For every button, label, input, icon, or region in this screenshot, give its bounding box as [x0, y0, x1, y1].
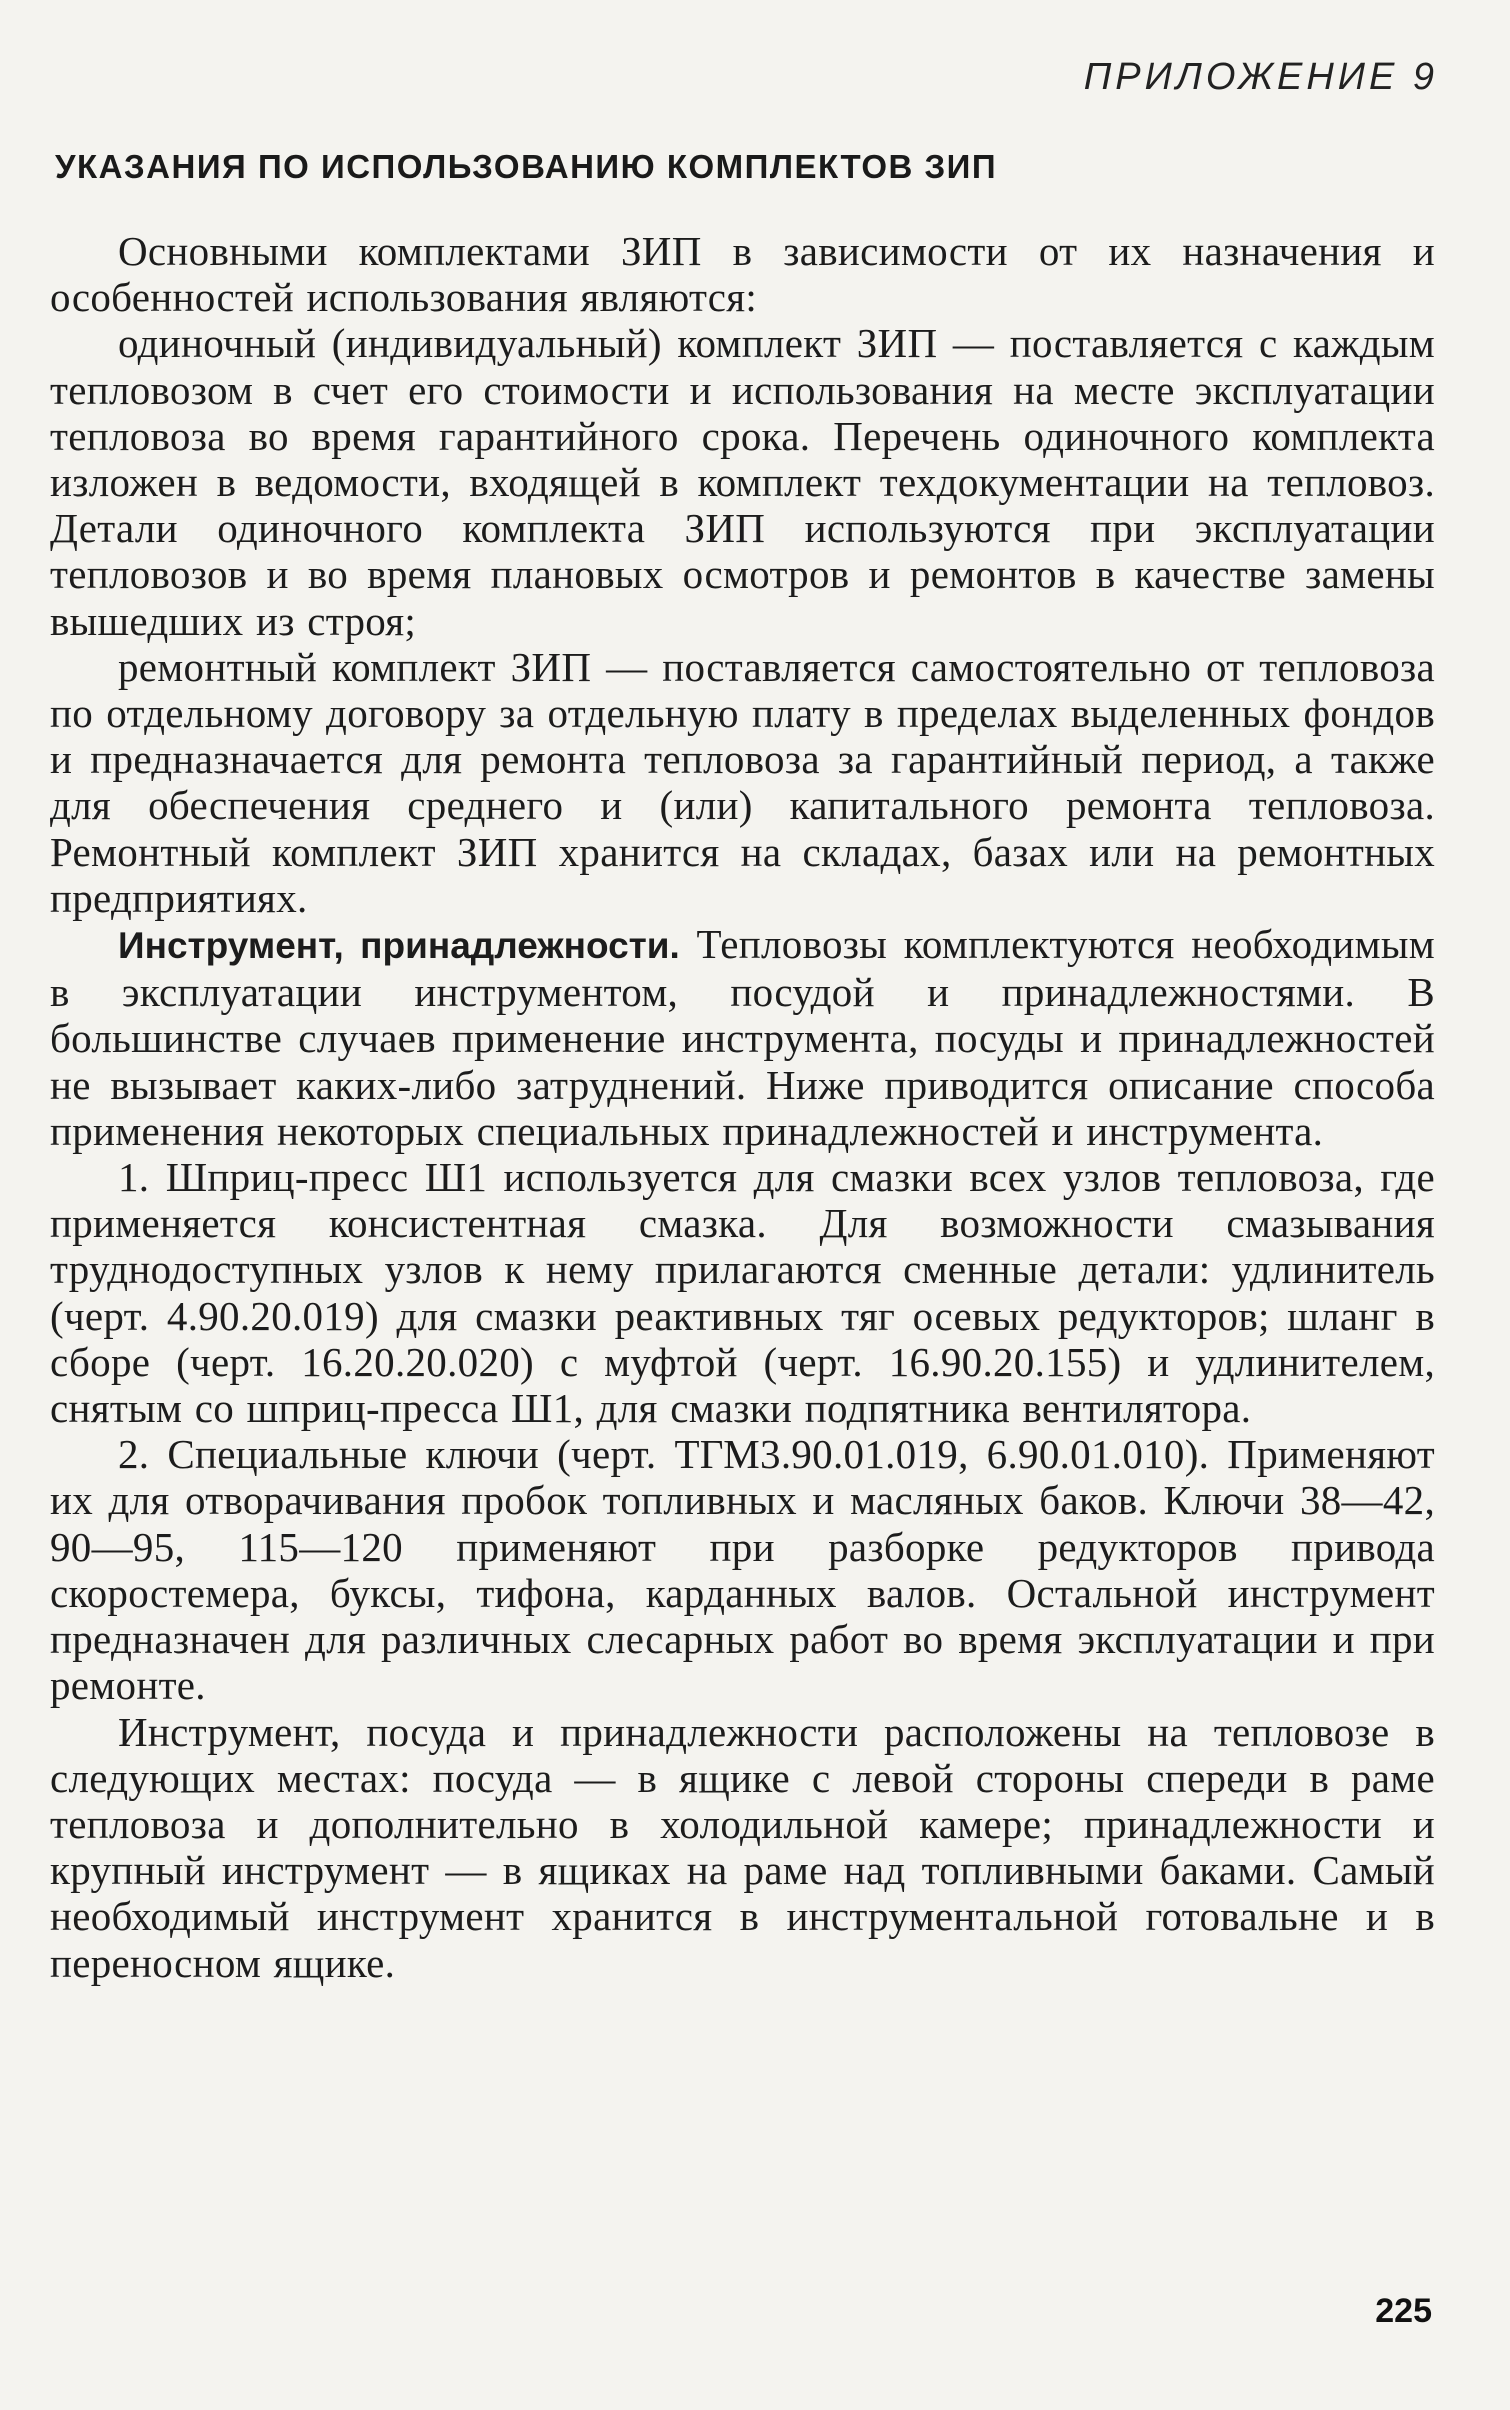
paragraph-intro: Основными комплектами ЗИП в зависимости от их назначения и особенностей использования являются: [50, 228, 1435, 321]
paragraph-repair-kit: ремонтный комплект ЗИП — поставляется самостоятельно от тепловоза по отдельному договору за отдельную плату в пределах выделенных фондов и предназначается для ремонта тепловоза за гарантийный период, а также для обеспечения среднего и (или) капитального ремонта тепловоза. Ремонтный комплект ЗИП хранится на складах, базах или на ремонтных предприятиях. [50, 643, 1435, 921]
paragraph-single-kit: одиночный (индивидуальный) комплект ЗИП — поставляется с каждым тепловозом в счет его стоимости и использования на месте эксплуатации тепловоза во время гарантийного срока. Перечень одиночного комплекта изложен в ведомости, входящей в комплект техдокументации на тепловоз. Детали одиночного комплекта ЗИП используются при эксплуатации тепловозов и во время плановых осмотров и ремонтов в качестве замены вышедших из строя; [50, 320, 1435, 644]
page-number: 225 [1375, 2292, 1432, 2330]
tools-heading: Инструмент, принадлежности. [118, 925, 680, 967]
body-text [50, 228, 1435, 1986]
section-title: УКАЗАНИЯ ПО ИСПОЛЬЗОВАНИЮ КОМПЛЕКТОВ ЗИП [55, 148, 998, 185]
tools-text: Тепловозы комплектуются необходимым в эксплуатации инструментом, посудой и принадлежностями. В большинстве случаев применение инструмента, посуды и принадлежностей не вызывает каких-либо затруднений. Ниже приводится описание способа применения некоторых специальных принадлежностей и инструмента. [50, 921, 1436, 1154]
paragraph-grease-gun: 1. Шприц-пресс Ш1 используется для смазки всех узлов тепловоза, где применяется консистентная смазка. Для возможности смазывания труднодоступных узлов к нему прилагаются сменные детали: удлинитель (черт. 4.90.20.019) для смазки реактивных тяг осевых редукторов; шланг в сборе (черт. 16.20.20.020) с муфтой (черт. 16.90.20.155) и удлинителем, снятым со шприц-пресса Ш1, для смазки подпятника вентилятора. [50, 1154, 1435, 1432]
paragraph-storage: Инструмент, посуда и принадлежности расположены на тепловозе в следующих местах: посуда — в ящике с левой стороны спереди в раме тепловоза и дополнительно в холодильной камере; принадлежности и крупный инструмент — в ящиках на раме над топливными баками. Самый необходимый инструмент хранится в инструментальной готовальне и в переносном ящике. [50, 1708, 1435, 1986]
appendix-label: ПРИЛОЖЕНИЕ 9 [1083, 56, 1438, 98]
paragraph-special-keys: 2. Специальные ключи (черт. ТГМ3.90.01.019, 6.90.01.010). Применяют их для отворачивания пробок топливных и масляных баков. Ключи 38—42, 90—95, 115—120 применяют при разборке редукторов привода скоростемера, буксы, тифона, карданных валов. Остальной инструмент предназначен для различных слесарных работ во время эксплуатации и при ремонте. [50, 1431, 1435, 1709]
paragraph-tools [50, 921, 1435, 1154]
